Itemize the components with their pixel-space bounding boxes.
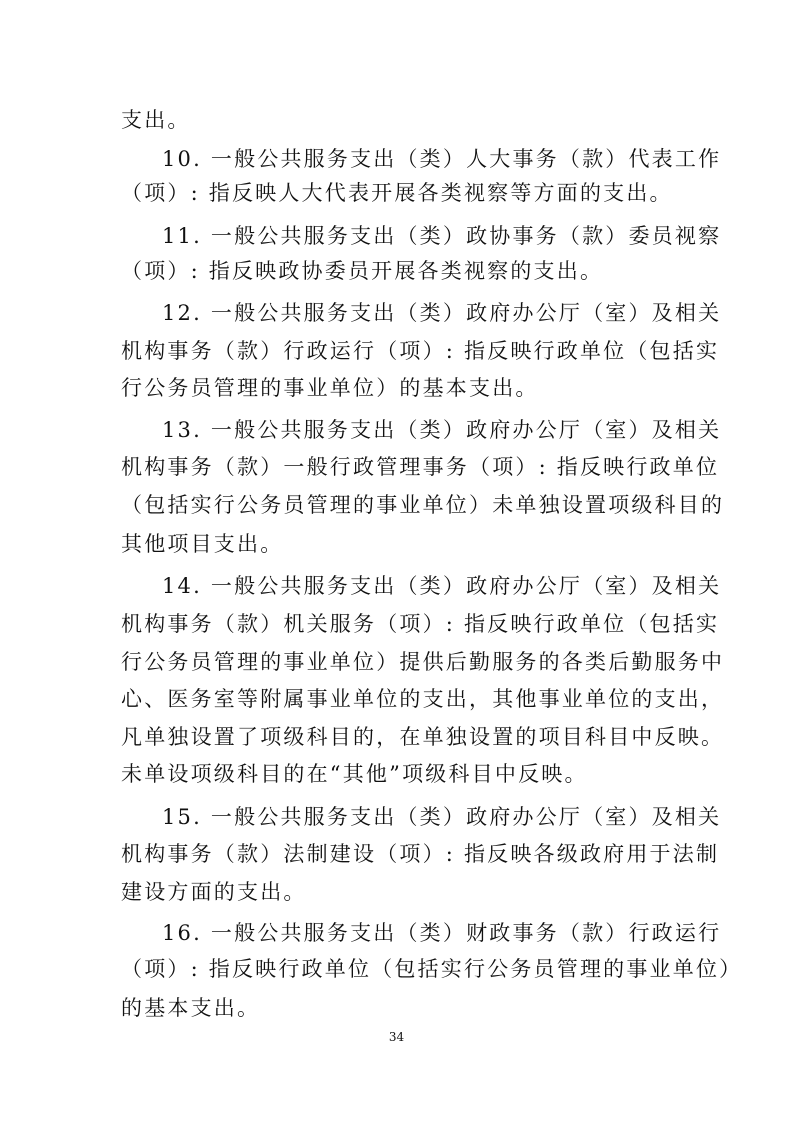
- text-line: （包括实行公务员管理的事业单位）未单独设置项级科目的: [121, 493, 725, 517]
- text-line: （项）: 指反映政协委员开展各类视察的支出。: [121, 259, 604, 283]
- text-line: 心、医务室等附属事业单位的支出，其他事业单位的支出，: [121, 687, 725, 711]
- text-line: 行公务员管理的事业单位）提供后勤服务的各类后勤服务中: [121, 650, 725, 674]
- text-line: 未单设项级科目的在“其他”项级科目中反映。: [121, 762, 588, 786]
- text-line: 14. 一般公共服务支出（类）政府办公厅（室）及相关: [162, 574, 722, 598]
- text-line: （项）: 指反映人大代表开展各类视察等方面的支出。: [121, 181, 673, 205]
- text-line: 机构事务（款）一般行政管理事务（项）: 指反映行政单位: [121, 455, 720, 479]
- text-line: 机构事务（款）机关服务（项）: 指反映行政单位（包括实: [121, 612, 720, 636]
- text-line: 其他项目支出。: [121, 532, 284, 556]
- text-line: 11. 一般公共服务支出（类）政协事务（款）委员视察: [162, 224, 722, 248]
- text-line: 凡单独设置了项级科目的，在单独设置的项目科目中反映。: [121, 725, 725, 749]
- text-line: 13. 一般公共服务支出（类）政府办公厅（室）及相关: [162, 418, 722, 442]
- text-line: 的基本支出。: [121, 996, 261, 1020]
- text-line: （项）: 指反映行政单位（包括实行公务员管理的事业单位）: [121, 957, 743, 981]
- text-line: 10. 一般公共服务支出（类）人大事务（款）代表工作: [162, 147, 722, 171]
- text-line: 支出。: [121, 108, 191, 132]
- text-line: 16. 一般公共服务支出（类）财政事务（款）行政运行: [162, 921, 722, 945]
- text-line: 15. 一般公共服务支出（类）政府办公厅（室）及相关: [162, 805, 722, 829]
- text-line: 行公务员管理的事业单位）的基本支出。: [121, 376, 539, 400]
- page-number: 34: [388, 1030, 405, 1044]
- text-line: 建设方面的支出。: [121, 880, 307, 904]
- text-line: 机构事务（款）法制建设（项）: 指反映各级政府用于法制: [121, 842, 720, 866]
- text-line: 12. 一般公共服务支出（类）政府办公厅（室）及相关: [162, 301, 722, 325]
- text-line: 机构事务（款）行政运行（项）: 指反映行政单位（包括实: [121, 339, 720, 363]
